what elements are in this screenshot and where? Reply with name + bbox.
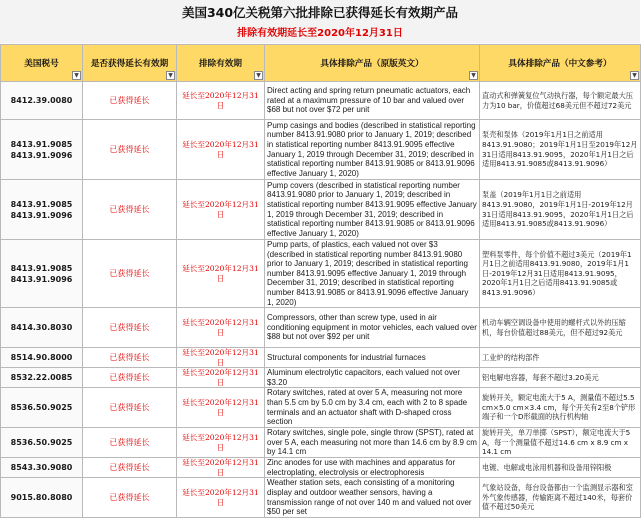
cell-expiry[interactable]: 延长至2020年12月31日	[177, 478, 265, 517]
exclusion-table	[0, 44, 641, 518]
cell-tariff-code[interactable]	[1, 367, 83, 387]
cell-expiry[interactable]: 延长至2020年12月31日	[177, 180, 265, 240]
tariff-code-line: 8413.91.9085	[10, 199, 73, 209]
column-header-extended[interactable]: 是否获得延长有效期 ▼	[83, 45, 177, 82]
cell-extended[interactable]: 已获得延长	[83, 82, 177, 120]
tariff-code-line: 8532.22.0085	[10, 373, 73, 383]
tariff-code-line: 8413.91.9085	[10, 263, 73, 273]
column-header-expiry[interactable]: 排除有效期 ▼	[177, 45, 265, 82]
cell-extended[interactable]: 已获得延长	[83, 240, 177, 308]
cell-product-en[interactable]: Compressors, other than screw type, used in air conditioning equipment in motor vehicles, each valued over $88 but not over $92 per unit	[265, 308, 480, 348]
cell-expiry[interactable]: 延长至2020年12月31日	[177, 367, 265, 387]
cell-product-en[interactable]: Zinc anodes for use with machines and apparatus for electroplating, electrolysis or electrophoresis	[265, 458, 480, 478]
tariff-code-line: 8536.50.9025	[10, 403, 73, 413]
cell-extended[interactable]: 已获得延长	[83, 388, 177, 428]
cell-expiry[interactable]: 延长至2020年12月31日	[177, 388, 265, 428]
column-header-product-en[interactable]: 具体排除产品（原版英文） ▼	[265, 45, 480, 82]
cell-expiry[interactable]: 延长至2020年12月31日	[177, 240, 265, 308]
table-row	[1, 348, 641, 368]
tariff-code-line: 8414.30.8030	[10, 323, 73, 333]
cell-product-cn[interactable]: 塑料泵零件，每个价值不超过3美元（2019年1月1日之前适用8413.91.9080，2019年1月1日-2019年12月31日适用8413.91.9095，2020年1月1日之后适用8413.91.9085或8413.91.9096）	[480, 240, 641, 308]
table-row	[1, 458, 641, 478]
tariff-code-line: 8413.91.9096	[10, 150, 73, 160]
cell-product-cn[interactable]: 直动式和弹簧复位气动执行器，每个额定最大压力为10 bar，价值超过68美元但不超过72美元	[480, 82, 641, 120]
cell-extended[interactable]: 已获得延长	[83, 180, 177, 240]
cell-product-cn[interactable]: 工业炉的结构部件	[480, 348, 641, 368]
cell-extended[interactable]: 已获得延长	[83, 308, 177, 348]
filter-dropdown-icon[interactable]: ▼	[630, 71, 639, 80]
table-row	[1, 388, 641, 428]
cell-extended[interactable]: 已获得延长	[83, 348, 177, 368]
cell-product-cn[interactable]: 旋转开关，额定电流大于5 A，测量值不超过5.5 cm×5.0 cm×3.4 cm，每个开关有2至8个铲形端子和一个D形截面的执行机构轴	[480, 388, 641, 428]
cell-product-en[interactable]: Pump casings and bodies (described in statistical reporting number 8413.91.9080 prior to January 1, 2019; described in statistical reporting number 8413.91.9095 effective January 1, 2019 through December 31, 2019; described in statistical reporting number 8413.91.9085 or 8413.91.9096 effective January 1, 2020)	[265, 120, 480, 180]
cell-product-cn[interactable]: 电镀、电解或电泳用机器和设备用锌阳极	[480, 458, 641, 478]
cell-product-en[interactable]: Rotary switches, single pole, single throw (SPST), rated at over 5 A, each measuring not more than 14.6 cm by 8.9 cm by 14.1 cm	[265, 428, 480, 458]
cell-tariff-code[interactable]	[1, 82, 83, 120]
tariff-code-line: 9015.80.8080	[10, 493, 73, 503]
cell-tariff-code[interactable]	[1, 240, 83, 308]
cell-expiry[interactable]: 延长至2020年12月31日	[177, 308, 265, 348]
cell-tariff-code[interactable]	[1, 308, 83, 348]
tariff-code-line: 8536.50.9025	[10, 438, 73, 448]
cell-tariff-code[interactable]	[1, 180, 83, 240]
cell-product-en[interactable]: Pump parts, of plastics, each valued not over $3 (described in statistical reporting number 8413.91.9080 prior to January 1, 2019; described in statistical reporting number 8413.91.9095 effective January 1, 2019 through December 31, 2019; described in statistical reporting number 8413.91.9085 or 8413.91.9096 effective January 1, 2020)	[265, 240, 480, 308]
cell-product-cn[interactable]: 铝电解电容器，每套不超过3.20美元	[480, 367, 641, 387]
cell-tariff-code[interactable]	[1, 478, 83, 517]
cell-tariff-code[interactable]	[1, 388, 83, 428]
filter-dropdown-icon[interactable]: ▼	[72, 71, 81, 80]
table-row	[1, 240, 641, 308]
cell-tariff-code[interactable]	[1, 348, 83, 368]
filter-dropdown-icon[interactable]: ▼	[254, 71, 263, 80]
tariff-code-line: 8412.39.0080	[10, 96, 73, 105]
cell-product-en[interactable]: Pump covers (described in statistical reporting number 8413.91.9080 prior to January 1, 2019; described in statistical reporting number 8413.91.9095 effective January 1, 2019 through December 31, 2019; described in statistical reporting number 8413.91.9085 or 8413.91.9096 effective January 1, 2020)	[265, 180, 480, 240]
cell-product-en[interactable]: Structural components for industrial furnaces	[265, 348, 480, 368]
table-row	[1, 428, 641, 458]
cell-product-cn[interactable]: 机动车辆空调设备中使用的螺杆式以外的压缩机，每台价值超过88美元，但不超过92美元	[480, 308, 641, 348]
cell-expiry[interactable]: 延长至2020年12月31日	[177, 348, 265, 368]
cell-product-en[interactable]: Rotary switches, rated at over 5 A, measuring not more than 5.5 cm by 5.0 cm by 3.4 cm, each with 2 to 8 spade terminals and an actuator shaft with D-shaped cross section	[265, 388, 480, 428]
cell-expiry[interactable]: 延长至2020年12月31日	[177, 428, 265, 458]
tariff-code-line: 8514.90.8000	[10, 353, 73, 363]
tariff-code-line: 8413.91.9096	[10, 274, 73, 284]
cell-product-en[interactable]: Direct acting and spring return pneumatic actuators, each rated at a maximum pressure of 10 bar and valued over $68 but not over $72 per unit	[265, 82, 480, 120]
cell-product-cn[interactable]: 泵盖（2019年1月1日之前适用8413.91.9080，2019年1月1日-2019年12月31日适用8413.91.9095，2020年1月1日之后适用8413.91.9085或8413.91.9096）	[480, 180, 641, 240]
tariff-code-line: 8413.91.9085	[10, 139, 73, 149]
tariff-code-line: 8413.91.9096	[10, 210, 73, 220]
page-title: 美国340亿关税第六批排除已获得延长有效期产品	[0, 0, 640, 26]
cell-extended[interactable]: 已获得延长	[83, 428, 177, 458]
column-header-tariff-code[interactable]: 美国税号 ▼	[1, 45, 83, 82]
table-row	[1, 82, 641, 120]
table-row	[1, 308, 641, 348]
table-row	[1, 478, 641, 517]
table-row	[1, 180, 641, 240]
cell-expiry[interactable]: 延长至2020年12月31日	[177, 82, 265, 120]
cell-extended[interactable]: 已获得延长	[83, 120, 177, 180]
cell-product-en[interactable]: Weather station sets, each consisting of a monitoring display and outdoor weather sensors, having a transmission range of not over 140 m and valued not over $50 per set	[265, 478, 480, 517]
cell-extended[interactable]: 已获得延长	[83, 458, 177, 478]
cell-expiry[interactable]: 延长至2020年12月31日	[177, 458, 265, 478]
cell-product-en[interactable]: Aluminum electrolytic capacitors, each valued not over $3.20	[265, 367, 480, 387]
cell-tariff-code[interactable]	[1, 458, 83, 478]
cell-extended[interactable]: 已获得延长	[83, 367, 177, 387]
cell-expiry[interactable]: 延长至2020年12月31日	[177, 120, 265, 180]
column-header-product-cn[interactable]: 具体排除产品（中文参考） ▼	[480, 45, 641, 82]
filter-dropdown-icon[interactable]: ▼	[469, 71, 478, 80]
tariff-code-line: 8543.30.9080	[10, 463, 73, 473]
cell-tariff-code[interactable]	[1, 428, 83, 458]
table-row	[1, 367, 641, 387]
cell-product-cn[interactable]: 旋转开关，单刀单掷（SPST），额定电流大于5 A，每一个测量值不超过14.6 cm x 8.9 cm x 14.1 cm	[480, 428, 641, 458]
cell-extended[interactable]: 已获得延长	[83, 478, 177, 517]
cell-product-cn[interactable]: 泵壳和泵体（2019年1月1日之前适用8413.91.9080；2019年1月1日至2019年12月31日适用8413.91.9095，2020年1月1日之后适用8413.91.9085或8413.91.9096）	[480, 120, 641, 180]
cell-tariff-code[interactable]	[1, 120, 83, 180]
cell-product-cn[interactable]: 气象站设备，每台设备都由一个监测显示器和室外气象传感器，传输距离不超过140米，每套价值不超过50美元	[480, 478, 641, 517]
filter-dropdown-icon[interactable]: ▼	[166, 71, 175, 80]
table-header-row	[1, 45, 641, 82]
table-row	[1, 120, 641, 180]
page-subtitle: 排除有效期延长至2020年12月31日	[0, 26, 640, 43]
